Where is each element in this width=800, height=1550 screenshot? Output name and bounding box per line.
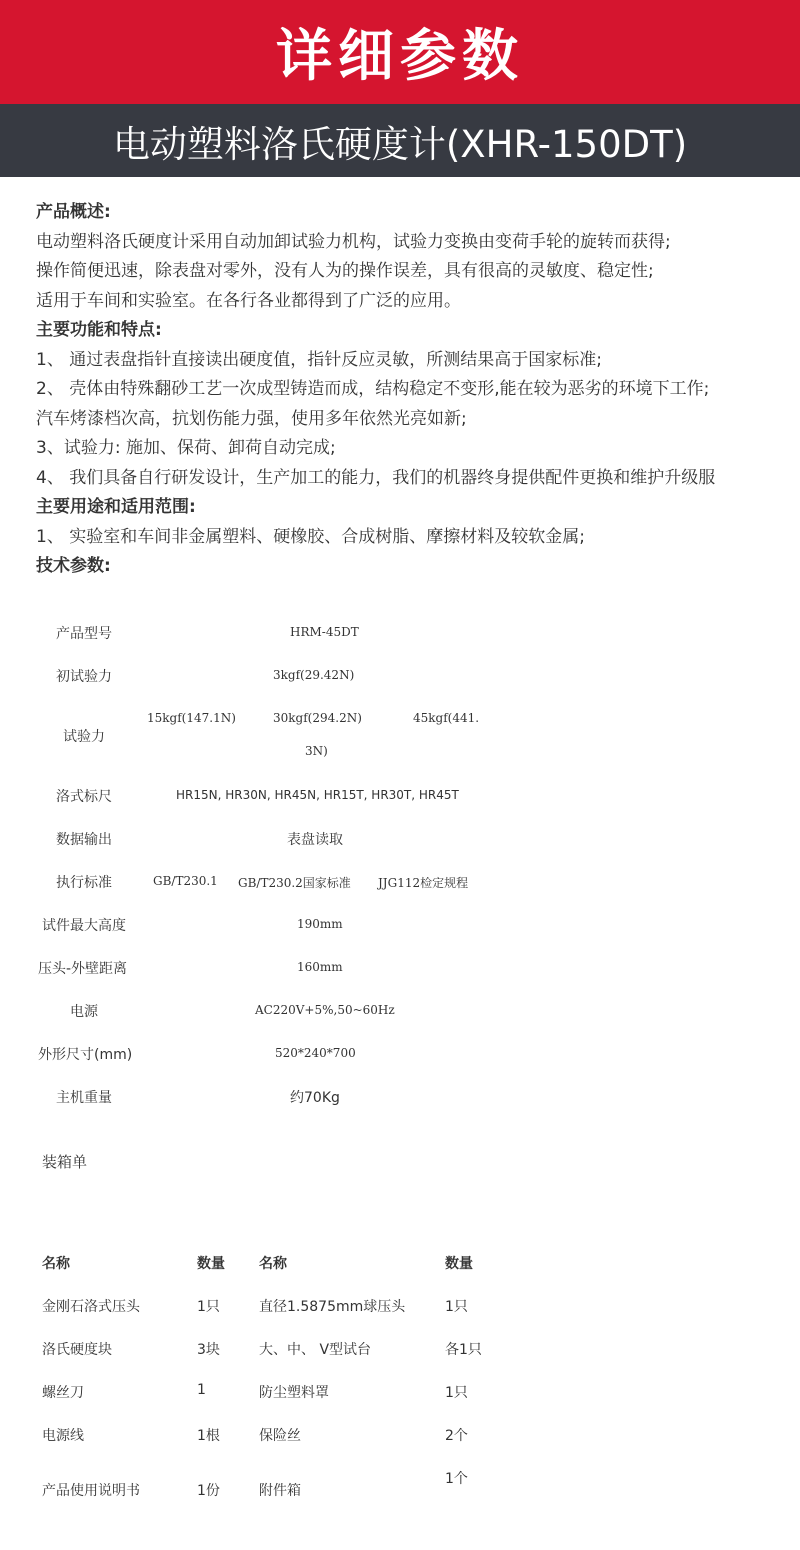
spec-value: GB/T230.2国家标准 [238, 876, 351, 890]
tech-heading: 技术参数: [36, 556, 111, 576]
spec-value: HRM-45DT [290, 625, 359, 639]
features-heading: 主要功能和特点: [36, 320, 162, 340]
packing-item-qty: 1只 [197, 1299, 220, 1315]
overview-line: 适用于车间和实验室。在各行各业都得到了广泛的应用。 [36, 290, 461, 311]
packing-header: 名称 [259, 1256, 287, 1272]
spec-label: 洛式标尺 [56, 789, 112, 805]
spec-label: 试件最大高度 [42, 918, 126, 934]
packing-item-qty: 1个 [445, 1471, 468, 1487]
spec-label: 初试验力 [56, 669, 112, 685]
spec-value: 约70Kg [290, 1090, 340, 1106]
packing-item-name: 保险丝 [259, 1428, 301, 1444]
feature-line: 4、 我们具备自行研发设计，生产加工的能力，我们的机器终身提供配件更换和维护升级服 [36, 467, 716, 488]
spec-label: 执行标准 [56, 875, 112, 891]
spec-label: 电源 [70, 1004, 98, 1020]
feature-line: 汽车烤漆档次高，抗划伤能力强，使用多年依然光亮如新; [36, 408, 467, 429]
packing-item-name: 螺丝刀 [42, 1385, 84, 1401]
spec-label: 试验力 [63, 729, 105, 745]
spec-label: 数据输出 [56, 832, 112, 848]
feature-line: 2、 壳体由特殊翻砂工艺一次成型铸造而成，结构稳定不变形,能在较为恶劣的环境下工作; [36, 379, 710, 399]
packing-item-qty: 1根 [197, 1428, 220, 1444]
title-banner [0, 0, 800, 104]
packing-item-qty: 3块 [197, 1342, 220, 1358]
packing-title: 装箱单 [42, 1153, 88, 1171]
packing-item-name: 洛氏硬度块 [42, 1342, 112, 1358]
spec-label: 产品型号 [56, 626, 112, 642]
product-description [36, 198, 796, 582]
overview-heading: 产品概述: [36, 202, 111, 222]
packing-item-name: 直径1.5875mm球压头 [259, 1299, 406, 1315]
feature-line: 1、 通过表盘指针直接读出硬度值，指针反应灵敏，所测结果高于国家标准; [36, 349, 602, 370]
spec-value: 45kgf(441. [413, 711, 480, 725]
packing-item-qty: 1只 [445, 1385, 468, 1401]
spec-value: 3kgf(29.42N) [273, 668, 355, 682]
packing-item-qty: 1份 [197, 1483, 220, 1499]
feature-line: 3、试验力: 施加、保荷、卸荷自动完成; [36, 438, 336, 458]
spec-value: AC220V+5%,50~60Hz [255, 1003, 395, 1017]
spec-value: 160mm [297, 960, 343, 974]
packing-item-qty: 1只 [445, 1299, 468, 1315]
spec-value: 3N) [305, 744, 328, 758]
packing-item-name: 产品使用说明书 [42, 1483, 140, 1499]
spec-value: 190mm [297, 917, 343, 931]
overview-line: 电动塑料洛氏硬度计采用自动加卸试验力机构，试验力变换由变荷手轮的旋转而获得; [36, 231, 671, 252]
packing-item-qty: 1 [197, 1382, 206, 1398]
packing-header: 名称 [42, 1256, 70, 1272]
spec-label: 主机重量 [56, 1090, 112, 1106]
subtitle-banner [0, 104, 800, 177]
packing-header: 数量 [445, 1256, 473, 1272]
spec-value: HR15N, HR30N, HR45N, HR15T, HR30T, HR45T [176, 788, 459, 802]
page-title: 详细参数 [276, 24, 524, 89]
spec-label: 压头-外壁距离 [38, 961, 128, 977]
packing-item-name: 电源线 [42, 1428, 84, 1444]
packing-item-qty: 2个 [445, 1428, 468, 1444]
spec-value: 15kgf(147.1N) [147, 711, 236, 725]
spec-value: 30kgf(294.2N) [273, 711, 362, 725]
packing-item-qty: 各1只 [445, 1342, 482, 1358]
spec-value: GB/T230.1 [153, 874, 218, 888]
spec-value: 520*240*700 [275, 1046, 356, 1060]
spec-value: JJG112检定规程 [378, 876, 469, 890]
spec-label: 外形尺寸(mm) [38, 1047, 133, 1063]
packing-item-name: 防尘塑料罩 [259, 1385, 329, 1401]
overview-line: 操作简便迅速，除表盘对零外，没有人为的操作误差，具有很高的灵敏度、稳定性; [36, 261, 654, 281]
product-name: 电动塑料洛氏硬度计(XHR-150DT) [112, 122, 688, 166]
packing-header: 数量 [197, 1256, 225, 1272]
packing-item-name: 附件箱 [259, 1483, 301, 1499]
usage-line: 1、 实验室和车间非金属塑料、硬橡胶、合成树脂、摩擦材料及较软金属; [36, 526, 585, 547]
usage-heading: 主要用途和适用范围: [36, 497, 196, 517]
packing-item-name: 金刚石洛式压头 [42, 1299, 140, 1315]
spec-value: 表盘读取 [287, 832, 343, 848]
packing-item-name: 大、中、 V型试台 [259, 1342, 372, 1358]
